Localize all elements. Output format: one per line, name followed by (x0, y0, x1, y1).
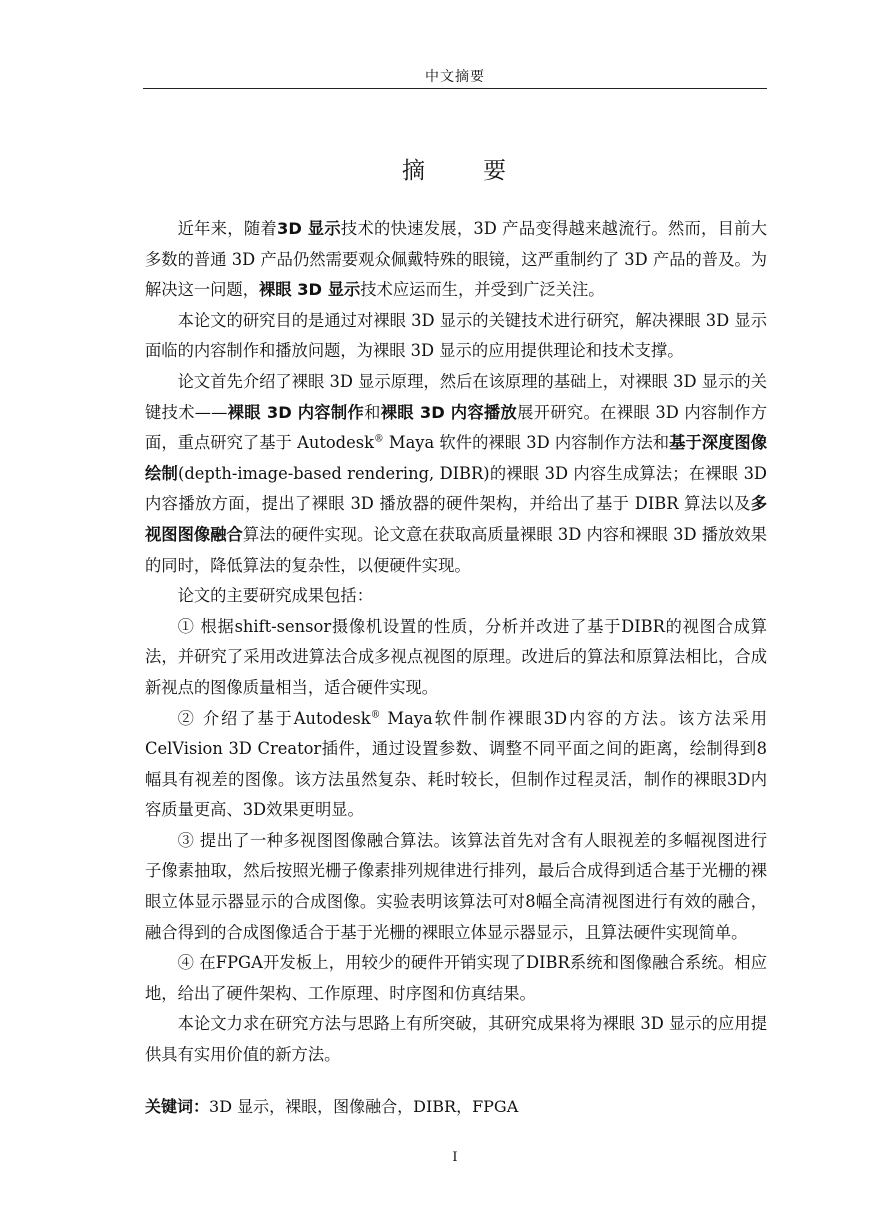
paragraph-6: ② 介绍了基于Autodesk® Maya软件制作裸眼3D内容的方法。该方法采用CelVision 3D Creator插件，通过设置参数、调整不同平面之间的距离，绘制得到8幅具有视差的图像。该方法虽然复杂、耗时较长，但制作过程灵活，制作的裸眼3D内容质量更高、3D效果更明显。 (145, 708, 768, 820)
header-rule (143, 88, 767, 89)
paragraph-5: ① 根据shift-sensor摄像机设置的性质，分析并改进了基于DIBR的视图合成算法，并研究了采用改进算法合成多视点视图的原理。改进后的算法和原算法相比，合成新视点的图像质量相当，适合硬件实现。 (145, 616, 767, 697)
page-title (143, 152, 767, 185)
keywords-values: 3D 显示，裸眼，图像融合，DIBR，FPGA (209, 1097, 519, 1116)
paragraph-3: 论文首先介绍了裸眼 3D 显示原理，然后在该原理的基础上，对裸眼 3D 显示的关键技术——裸眼 3D 内容制作和裸眼 3D 内容播放展开研究。在裸眼 3D 内容制作方面，重点研究了基于 Autodesk® Maya 软件的裸眼 3D 内容制作方法和基于深度图像绘制(depth-image-based rendering, DIBR)的裸眼 3D 内容生成算法；在裸眼 3D 内容播放方面，提出了裸眼 3D 播放器的硬件架构，并给出了基于 DIBR 算法以及多视图图像融合算法的硬件实现。论文意在获取高质量裸眼 3D 内容和裸眼 3D 播放效果的同时，降低算法的复杂性，以便硬件实现。 (145, 371, 767, 575)
paragraph-2: 本论文的研究目的是通过对裸眼 3D 显示的关键技术进行研究，解决裸眼 3D 显示面临的内容制作和播放问题，为裸眼 3D 显示的应用提供理论和技术支撑。 (145, 310, 767, 361)
page-number: I (452, 1150, 458, 1165)
keywords-line (145, 1092, 767, 1122)
emphasis: 裸眼 3D 内容播放 (380, 402, 518, 422)
paragraph-4: 论文的主要研究成果包括： (177, 586, 373, 606)
keywords-label: 关键词： (145, 1097, 210, 1116)
emphasis: 多视图图像融合 (145, 494, 767, 544)
emphasis: 基于深度图像绘制 (145, 433, 767, 483)
paragraph-9: 本论文力求在研究方法与思路上有所突破，其研究成果将为裸眼 3D 显示的应用提供具有实用价值的新方法。 (145, 1014, 767, 1065)
abstract-body (145, 214, 767, 1071)
running-header: 中文摘要 (425, 69, 485, 85)
registered-mark: ® (370, 709, 381, 721)
emphasis: 裸眼 3D 显示 (258, 280, 361, 300)
paragraph-8: ④ 在FPGA开发板上，用较少的硬件开销实现了DIBR系统和图像融合系统。相应地，给出了硬件架构、工作原理、时序图和仿真结果。 (145, 953, 767, 1003)
paragraph-1: 近年来，随着3D 显示技术的快速发展，3D 产品变得越来越流行。然而，目前大多数的普通 3D 产品仍然需要观众佩戴特殊的眼镜，这严重制约了 3D 产品的普及。为解决这一问题，裸眼 3D 显示技术应运而生，并受到广泛关注。 (145, 219, 767, 300)
registered-mark: ® (373, 433, 384, 445)
emphasis: 3D 显示 (276, 219, 341, 238)
emphasis: 裸眼 3D 内容制作 (227, 402, 365, 422)
title-char-left: 摘 (402, 158, 427, 184)
paragraph-7: ③ 提出了一种多视图图像融合算法。该算法首先对含有人眼视差的多幅视图进行子像素抽取，然后按照光栅子像素排列规律进行排列，最后合成得到适合基于光栅的裸眼立体显示器显示的合成图像。实验表明该算法可对8幅全高清视图进行有效的融合，融合得到的合成图像适合于基于光栅的裸眼立体显示器显示，且算法硬件实现简单。 (145, 830, 767, 942)
title-char-right: 要 (483, 158, 508, 184)
